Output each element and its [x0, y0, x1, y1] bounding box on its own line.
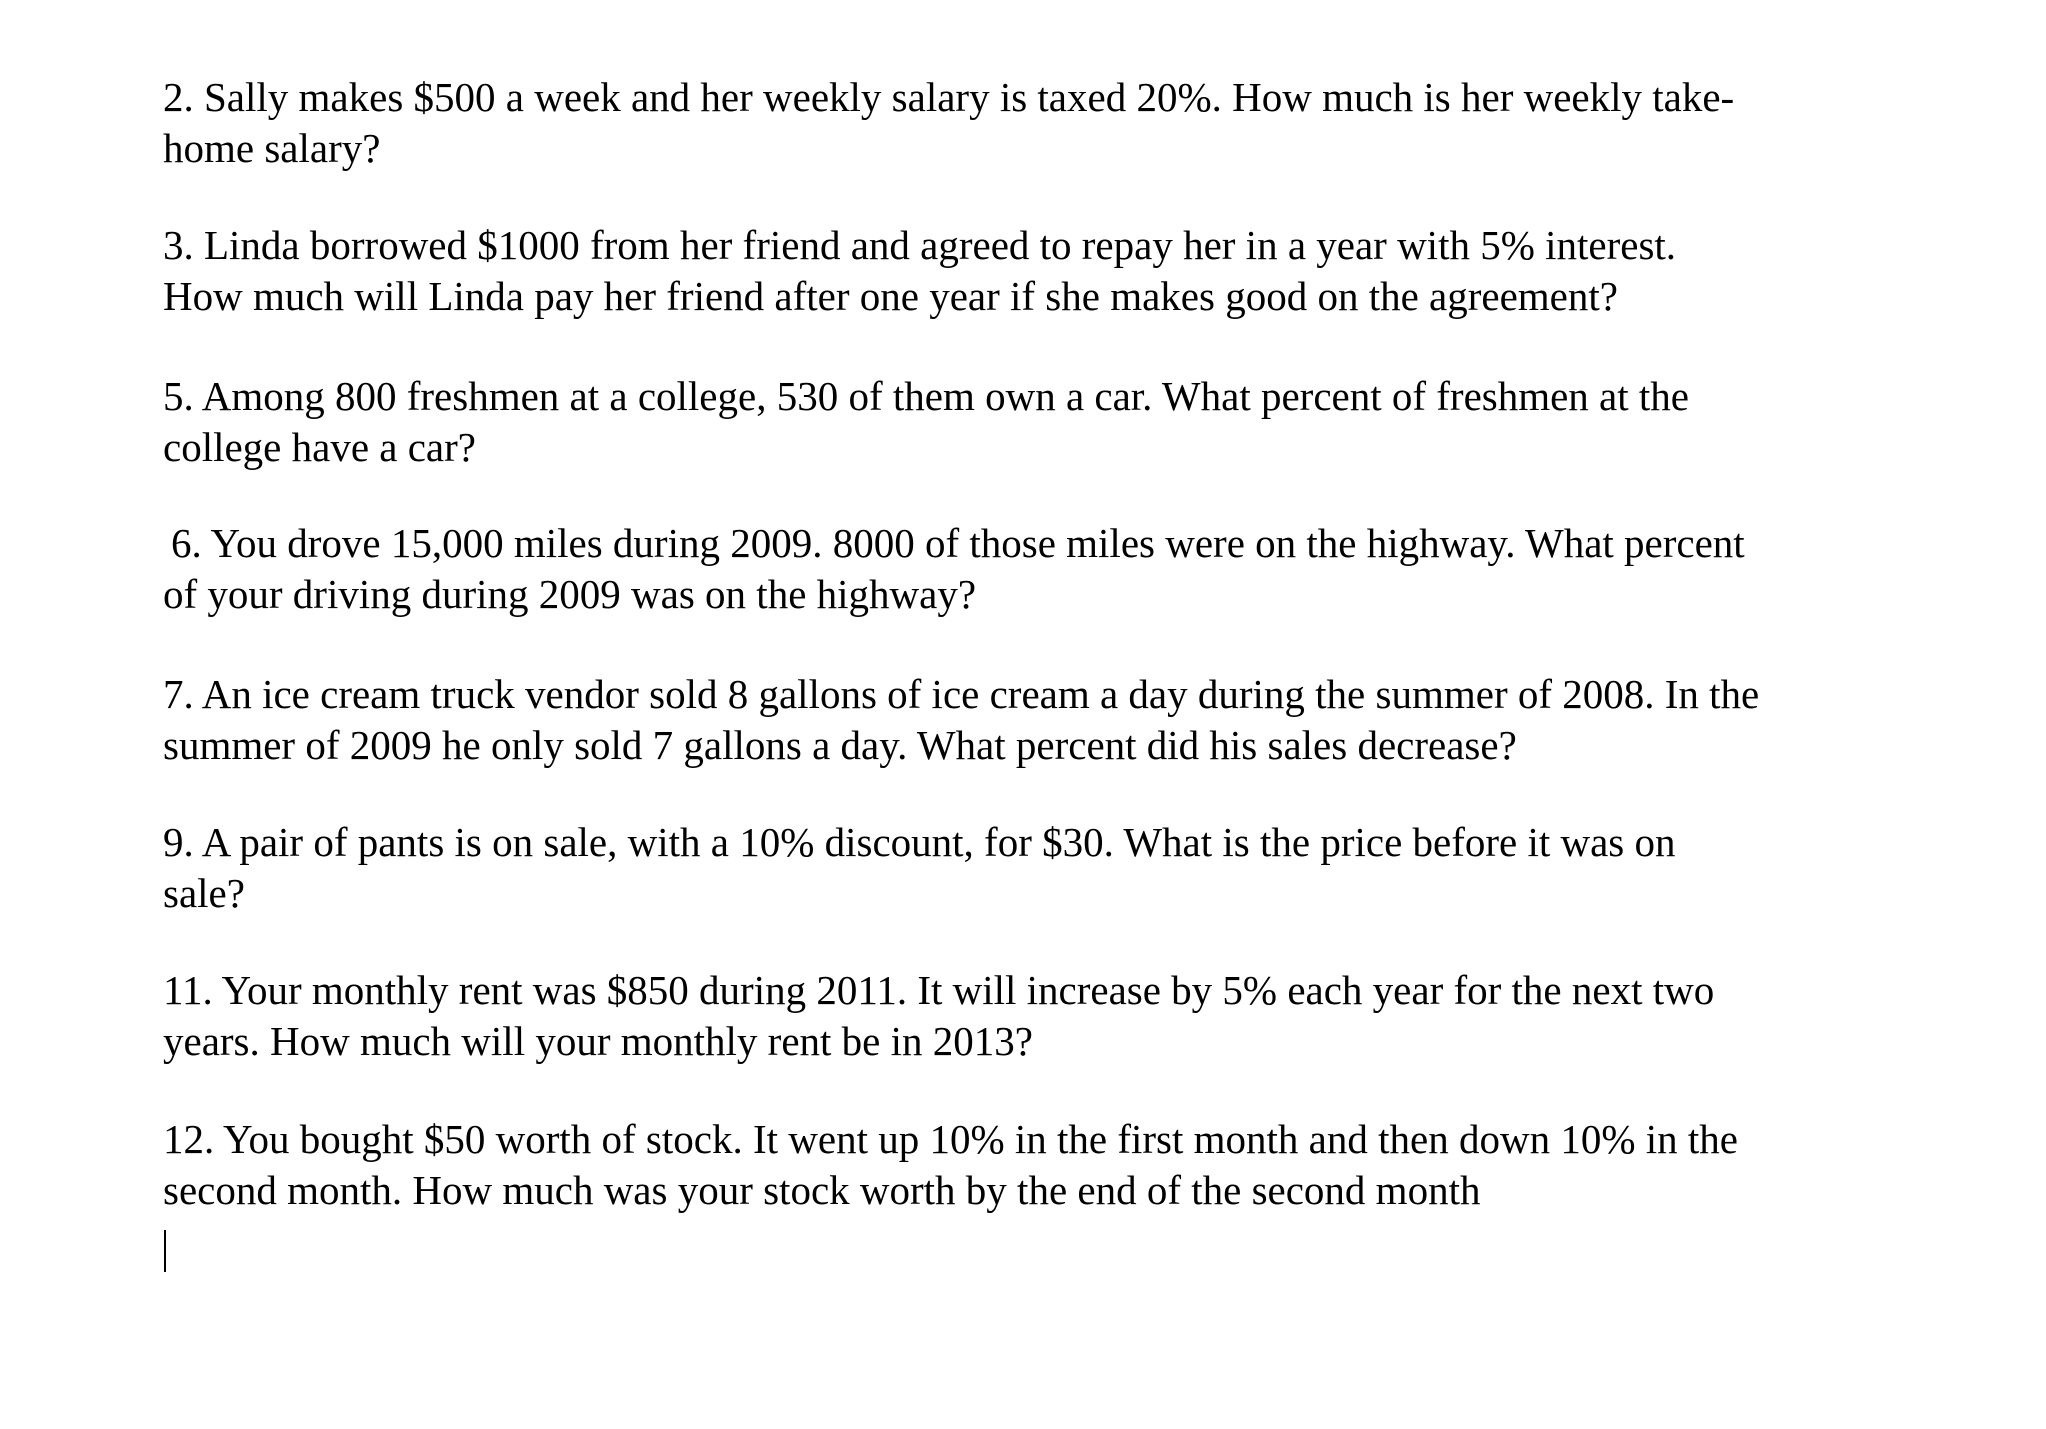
problem-text-line: years. How much will your monthly rent be in 2013? [163, 1018, 1033, 1064]
problem-text-line: of your driving during 2009 was on the highway? [163, 571, 977, 617]
problem-text-line: college have a car? [163, 424, 476, 470]
problem-2 [163, 72, 1883, 174]
problem-text-line: home salary? [163, 125, 381, 171]
problem-6 [163, 518, 1891, 620]
problem-text-line: summer of 2009 he only sold 7 gallons a day. What percent did his sales decrease? [163, 722, 1517, 768]
problem-text-line: 11. Your monthly rent was $850 during 2011. It will increase by 5% each year for the next two [163, 967, 1715, 1013]
problem-5 [163, 371, 1883, 473]
problem-11 [163, 965, 1883, 1067]
problem-text-line: 9. A pair of pants is on sale, with a 10% discount, for $30. What is the price before it was on [163, 819, 1676, 865]
problem-text-line: How much will Linda pay her friend after one year if she makes good on the agreement? [163, 273, 1618, 319]
problem-text-line: 6. You drove 15,000 miles during 2009. 8000 of those miles were on the highway. What percent [171, 520, 1745, 566]
problem-9 [163, 817, 1883, 919]
problem-text-line: 3. Linda borrowed $1000 from her friend and agreed to repay her in a year with 5% interest. [163, 222, 1677, 268]
problem-text-line: 2. Sally makes $500 a week and her weekly salary is taxed 20%. How much is her weekly take- [163, 74, 1735, 120]
problem-text-line: 12. You bought $50 worth of stock. It went up 10% in the first month and then down 10% in the [163, 1116, 1738, 1162]
problem-12 [163, 1114, 1883, 1216]
problem-7 [163, 669, 1883, 771]
problem-text-line: sale? [163, 870, 245, 916]
problem-text-line: second month. How much was your stock worth by the end of the second month [163, 1167, 1481, 1213]
text-cursor[interactable] [164, 1230, 166, 1272]
problem-text-line: 5. Among 800 freshmen at a college, 530 of them own a car. What percent of freshmen at the [163, 373, 1689, 419]
problem-3 [163, 220, 1883, 322]
problem-text-line: 7. An ice cream truck vendor sold 8 gallons of ice cream a day during the summer of 2008. In the [163, 671, 1760, 717]
